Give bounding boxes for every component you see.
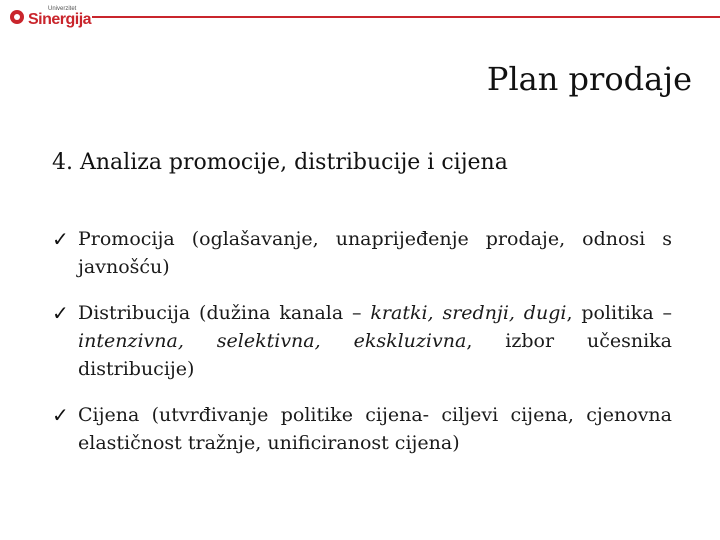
university-logo xyxy=(8,6,92,28)
bullet-item-cijena xyxy=(52,401,672,457)
logo-main-text: Sinergija xyxy=(28,11,92,28)
bullet-text: , politika – xyxy=(566,302,673,324)
bullet-text: Distribucija (dužina kanala – xyxy=(78,302,371,324)
bullet-text-italic: kratki, srednji, dugi xyxy=(370,302,567,324)
bullet-text-italic: intenzivna, selektivna, ekskluzivna xyxy=(78,330,467,352)
bullet-text: , izbor učesnika distribucije) xyxy=(78,330,672,380)
bullet-item-promocija xyxy=(52,225,672,281)
checkmark-icon: ✓ xyxy=(52,403,69,427)
bullet-list xyxy=(52,225,672,475)
bullet-text: Cijena (utvrđivanje politike cijena- ciljevi cijena, cjenovna elastičnost tražnje, unificiranost cijena) xyxy=(78,404,672,454)
logo-top-text: Univerzitet xyxy=(48,6,77,12)
bullet-text: Promocija (oglašavanje, unaprijeđenje prodaje, odnosi s javnošću) xyxy=(78,228,672,278)
bullet-item-distribucija xyxy=(52,299,672,383)
checkmark-icon: ✓ xyxy=(52,301,69,325)
header-divider xyxy=(92,16,720,18)
page-title: Plan prodaje xyxy=(486,60,692,98)
section-heading: 4. Analiza promocije, distribucije i cijena xyxy=(52,150,508,175)
logo-emblem-icon xyxy=(10,10,24,24)
checkmark-icon: ✓ xyxy=(52,227,69,251)
